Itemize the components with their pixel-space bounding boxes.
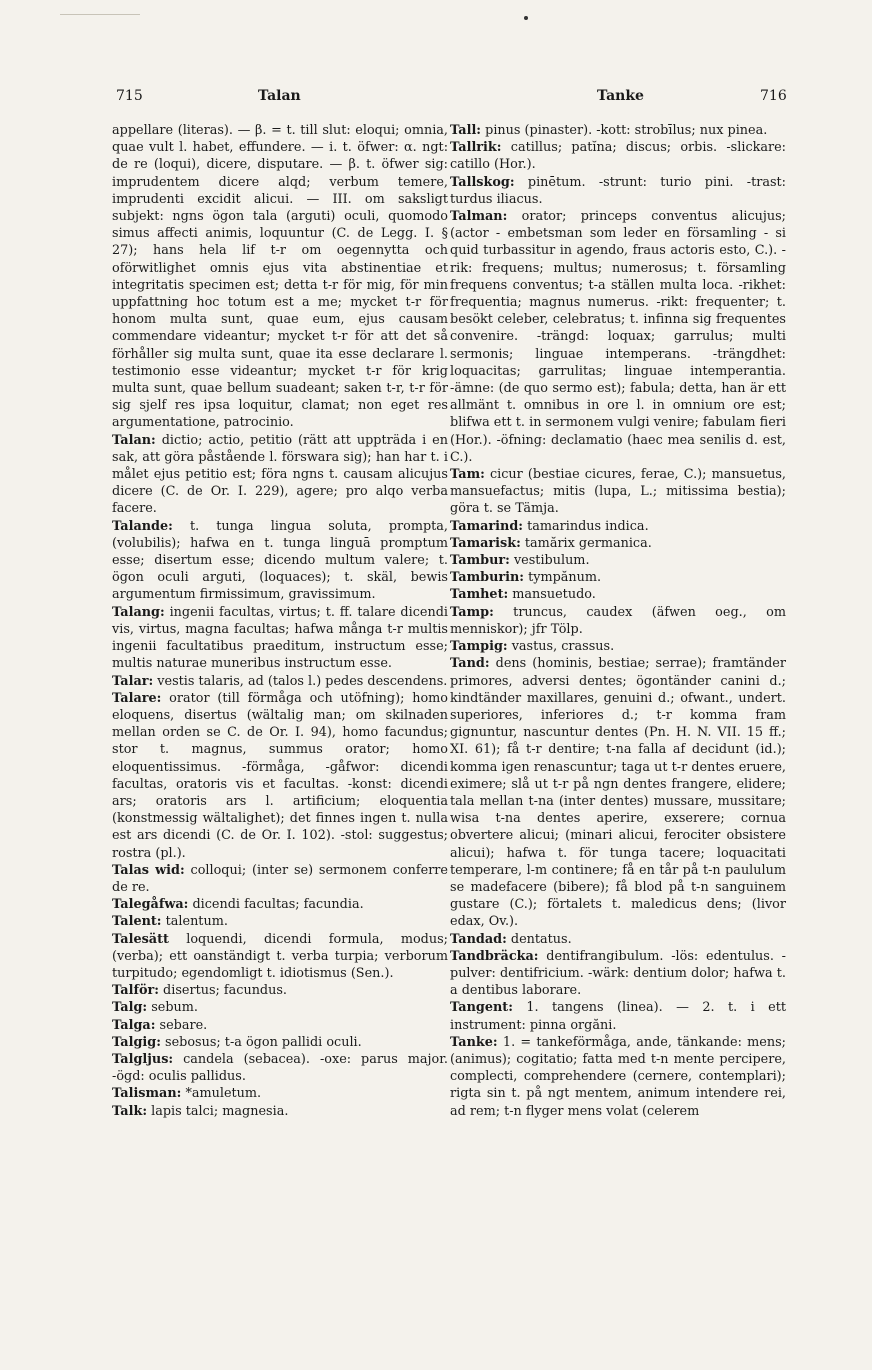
dictionary-entry — [450, 122, 786, 139]
dictionary-entry — [450, 139, 786, 173]
dictionary-entry — [450, 586, 786, 603]
entry-headword: Talas wid: — [112, 862, 185, 878]
dictionary-entry — [450, 931, 786, 948]
dictionary-entry — [112, 1034, 448, 1051]
dictionary-entry — [450, 1034, 786, 1120]
entry-text: tympănum. — [528, 570, 602, 586]
entry-headword: Talar: — [112, 673, 154, 689]
entry-headword: Tampig: — [450, 639, 508, 655]
entry-headword: Tamburin: — [450, 570, 525, 586]
page-number-left: 715 — [116, 88, 143, 104]
dictionary-entry — [112, 896, 448, 913]
dictionary-entry — [112, 518, 448, 604]
entry-headword: Tandad: — [450, 931, 507, 947]
entry-headword: Tanke: — [450, 1034, 498, 1050]
entry-text: tamărix germanica. — [524, 535, 652, 551]
dictionary-entry — [112, 432, 448, 518]
entry-headword: Talegåfwa: — [112, 897, 189, 913]
entry-headword: Talisman: — [112, 1086, 182, 1102]
entry-text: vastus, crassus. — [511, 639, 615, 655]
entry-headword: Talent: — [112, 914, 162, 930]
dictionary-entry — [112, 1051, 448, 1085]
dictionary-entry — [450, 604, 786, 638]
entry-headword: Talgljus: — [112, 1051, 174, 1067]
entry-headword: Talande: — [112, 518, 173, 534]
top-rule-mark — [60, 14, 140, 15]
entry-headword: Talan: — [112, 432, 156, 448]
entry-text: sebare. — [159, 1017, 208, 1033]
ink-dot — [524, 16, 528, 20]
entry-text: vestibulum. — [513, 553, 590, 569]
entry-text: orator (till förmåga och utöfning); homo eloquens, disertus (wältalig man; om skilnaden mellan orden se C. de Or. I. 94), homo facundus; stor t. magnus, summus orator; homo eloquentissimus. -förmåga, -gåfwor: dicendi facultas, oratoris vis et facultas. -konst: dicendi ars; oratoris ars l. artificium; eloquentia (konstmessig wältalighet); det finnes ingen t. nulla est ars dicendi (C. de Or. I. 102). -stol: suggestus; rostra (pl.). — [112, 690, 448, 861]
dictionary-entry — [450, 535, 786, 552]
entry-headword: Tam: — [450, 467, 485, 483]
entry-headword: Tamarind: — [450, 518, 524, 534]
entry-headword: Tandbräcka: — [450, 948, 539, 964]
dictionary-entry — [450, 518, 786, 535]
entry-text: candela (sebacea). -oxe: parus major. -ögd: oculis pallidus. — [112, 1051, 448, 1085]
entry-text: loquendi, dicendi formula, modus; (verba); ett oanständigt t. verba turpia; verborum turpitudo; egendomligt t. idiotismus (Sen.). — [112, 931, 448, 981]
page-number-right: 716 — [760, 88, 787, 104]
entry-text: ingenii facultas, virtus; t. ff. talare dicendi vis, virtus, magna facultas; hafwa många t-r multis ingenii facultatibus praeditum, instructum esse; multis naturae muneribus instructum esse. — [112, 604, 448, 672]
entry-text: vestis talaris, ad (talos l.) pedes descendens. — [157, 673, 448, 689]
entry-text: colloqui; (inter se) sermonem conferre de re. — [112, 862, 448, 895]
entry-text: sebosus; t-a ögon pallidi oculi. — [165, 1034, 362, 1050]
entry-text: t. tunga lingua soluta, prompta, (volubilis); hafwa en t. tunga linguā promptum esse; disertum esse; dicendo multum valere; t. ögon oculi arguti, (loquaces); t. skäl, bewis argumentum firmissimum, gravissimum. — [112, 518, 448, 603]
entry-headword: Tamp: — [450, 604, 494, 620]
entry-headword: Tambur: — [450, 553, 510, 569]
dictionary-entry — [450, 638, 786, 655]
entry-headword: Talang: — [112, 604, 165, 620]
dictionary-entry — [112, 604, 448, 673]
entry-text: dictio; actio, petitio (rätt att uppträda i en sak, att göra påstående l. förswara sig); han har t. i målet ejus petitio est; föra ngns t. causam alicujus dicere (C. de Or. I. 229), agere; pro alqo verba facere. — [112, 432, 448, 517]
dictionary-entry — [450, 948, 786, 1000]
entry-text: pinētum. -strunt: turio pini. -trast: turdus iliacus. — [450, 174, 786, 207]
dictionary-entry — [112, 999, 448, 1016]
entry-headword: Talare: — [112, 690, 162, 706]
entry-text: disertus; facundus. — [163, 983, 288, 999]
entry-text: talentum. — [165, 914, 228, 930]
dictionary-entry — [112, 1085, 448, 1102]
entry-text: dicendi facultas; facundia. — [192, 897, 364, 913]
dictionary-entry — [450, 466, 786, 518]
entry-text: tamarindus indica. — [527, 518, 649, 534]
entry-text: pinus (pinaster). -kott: strobīlus; nux pinea. — [485, 123, 768, 138]
entry-headword: Tallskog: — [450, 174, 515, 190]
entry-text: mansuetudo. — [512, 587, 596, 603]
entry-text: cicur (bestiae cicures, ferae, C.); mansuetus, mansuefactus; mitis (lupa, L.; mitissima bestia); göra t. se Tämja. — [450, 467, 786, 517]
entry-headword: Talför: — [112, 983, 159, 999]
dictionary-entry — [450, 655, 786, 930]
entry-headword: Talga: — [112, 1017, 156, 1033]
dictionary-entry — [112, 982, 448, 999]
dictionary-entry — [112, 690, 448, 862]
dictionary-entry — [112, 931, 448, 983]
running-head-right: Tanke — [597, 88, 644, 104]
entry-headword: Tamarisk: — [450, 535, 521, 551]
entry-headword: Talesätt — [112, 931, 169, 947]
dictionary-entry — [450, 552, 786, 569]
entry-headword: Talg: — [112, 1000, 148, 1016]
entry-headword: Talgig: — [112, 1034, 161, 1050]
page-header — [0, 88, 872, 112]
entry-headword: Tallrik: — [450, 140, 502, 156]
entry-text: lapis talci; magnesia. — [151, 1103, 289, 1119]
dictionary-entry — [112, 862, 448, 896]
dictionary-entry — [112, 913, 448, 930]
entry-text: *amuletum. — [185, 1086, 262, 1102]
entry-text: truncus, caudex (äfwen oeg., om menniskor); jfr Tölp. — [450, 604, 786, 637]
running-head-left: Talan — [258, 88, 301, 104]
entry-text: dentatus. — [510, 931, 572, 947]
entry-text: 1. = tankeförmåga, ande, tänkande: mens; (animus); cogitatio; fatta med t-n mente percipere, complecti, comprehendere (cernere, contemplari); rigta sin t. på ngt mentem, animum intendere rei, ad rem; t-n flyger mens volat (celerem — [450, 1034, 786, 1119]
right-column — [450, 122, 786, 1120]
entry-text: catillus; patĭna; discus; orbis. -slickare: catillo (Hor.). — [450, 140, 786, 173]
dictionary-entry — [112, 1017, 448, 1034]
entry-headword: Talk: — [112, 1103, 148, 1119]
dictionary-entry — [112, 122, 448, 432]
dictionary-entry — [112, 1103, 448, 1120]
dictionary-entry — [450, 569, 786, 586]
entry-headword: Tangent: — [450, 1000, 513, 1016]
entry-text: sebum. — [151, 1000, 198, 1016]
dictionary-entry — [450, 174, 786, 208]
entry-headword: Tall: — [450, 123, 482, 138]
entry-text: appellare (literas). — β. = t. till slut: eloqui; omnia, quae vult l. habet, effundere. — i. t. öfwer: α. ngt: de re (loqui), dicere, disputare. — β. t. öfwer sig: imprudentem dicere alqd; verbum temere, imprudenti excidit alicui. — III. om saksligt subjekt: ngns ögon tala (arguti) oculi, quomodo simus affecti animis, loquuntur (C. de Legg. I. § 27); hans hela lif t-r om oegennytta och oförwitlighet omnis ejus vita abstinentiae et integritatis specimen est; detta t-r för mig, för min uppfattning hoc totum est a me; mycket t-r för honom multa sunt, quae eum, ejus causam commendare videantur; mycket t-r för att det så förhåller sig multa sunt, quae ita esse declarare l. testimonio esse videantur; mycket t-r för krig multa sunt, quae bellum suadeant; saken t-r, t-r för sig sjelf res ipsa loquitur, clamat; non eget res argumentatione, patrocinio. — [112, 123, 448, 431]
entry-headword: Tamhet: — [450, 587, 509, 603]
dictionary-entry — [450, 208, 786, 466]
entry-text: orator; princeps conventus alicujus; (actor - embetsman som leder en församling - si quid turbassitur in agendo, fraus actoris esto, C.). -rik: frequens; multus; numerosus; t. församling frequens conventus; t-a ställen multa loca. -rikhet: frequentia; magnus numerus. -rikt: frequenter; t. besökt celeber, celebratus; t. infinna sig frequentes convenire. -trängd: loquax; garrulus; multi sermonis; linguae intemperans. -trängdhet: loquacitas; garrulitas; linguae intemperantia. -ämne: (de quo sermo est); fabula; detta, han är ett allmänt t. omnibus in ore l. in omnium ore est; blifwa ett t. in sermonem vulgi venire; fabulam fieri (Hor.). -öfning: declamatio (haec mea senilis d. est, C.). — [450, 209, 786, 465]
dictionary-entry — [450, 999, 786, 1033]
entry-text: dens (hominis, bestiae; serrae); framtänder primores, adversi dentes; ögontänder canini d.; kindtänder maxillares, genuini d.; ofwant., undert. superiores, inferiores d.; t-r komma fram gignuntur, nascuntur dentes (Pn. H. N. VII. 15 ff.; XI. 61); få t-r dentire; t-na falla af decidunt (id.); komma igen renascuntur; taga ut t-r dentes eruere, eximere; slå ut t-r på ngn dentes frangere, elidere; tala mellan t-na (inter dentes) mussare, mussitare; wisa t-na dentes aperire, exserere; cornua obvertere alicui; (minari alicui, ferociter obsistere alicui); hafwa t. för tunga tacere; loquacitati temperare, l-m continere; få en tår på t-n paululum se madefacere (bibere); få blod på t-n sanguinem gustare (C.); förtalets t. maledicus dens; (livor edax, Ov.). — [450, 656, 786, 930]
dictionary-entry — [112, 673, 448, 690]
entry-text: dentifrangibulum. -lös: edentulus. -pulver: dentifricium. -wärk: dentium dolor; hafwa t. a dentibus laborare. — [450, 948, 786, 999]
entry-headword: Talman: — [450, 209, 508, 225]
left-column — [112, 122, 448, 1120]
entry-headword: Tand: — [450, 656, 490, 672]
entry-text: 1. tangens (linea). — 2. t. i ett instrument: pinna orgăni. — [450, 1000, 786, 1033]
